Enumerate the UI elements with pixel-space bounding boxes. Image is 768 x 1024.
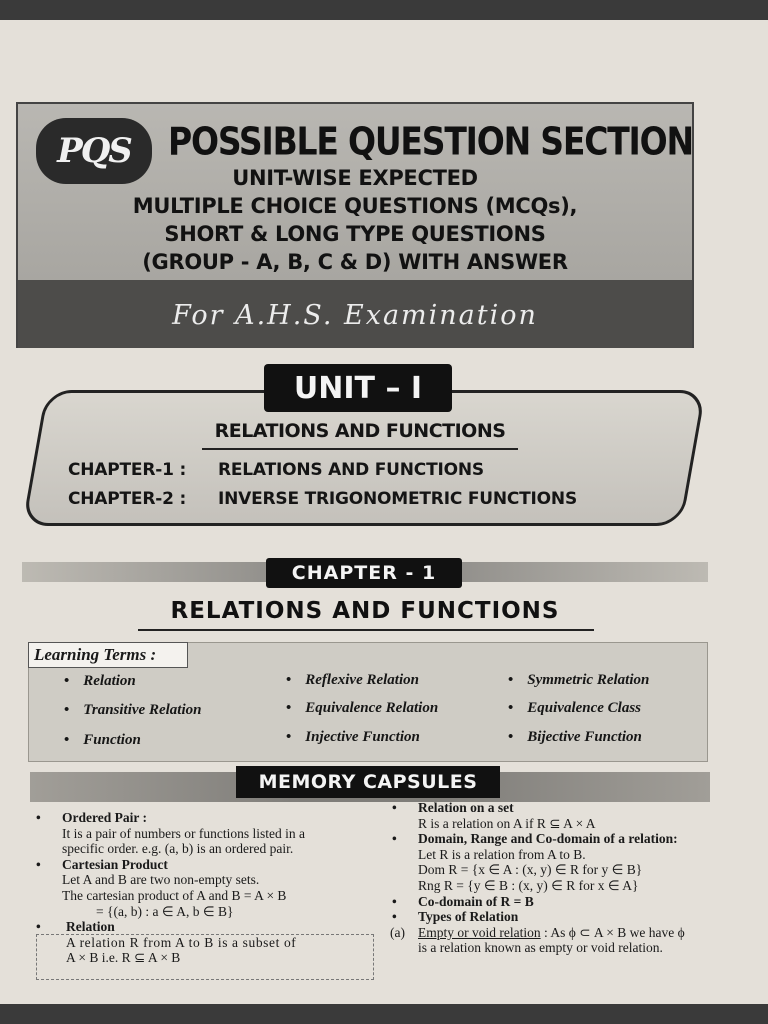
memory-left-column bbox=[36, 810, 382, 966]
chapter-tag: CHAPTER - 1 bbox=[266, 558, 462, 588]
learning-terms-label: Learning Terms : bbox=[28, 642, 188, 668]
term-symmetric-relation: • Symmetric Relation bbox=[508, 672, 649, 689]
subtitle-line-1: UNIT-WISE EXPECTED bbox=[232, 166, 478, 190]
cartesian-text-3: = {(a, b) : a ∈ A, b ∈ B} bbox=[96, 903, 234, 919]
subtitle-line-3: SHORT & LONG TYPE QUESTIONS bbox=[164, 222, 546, 246]
section-title: POSSIBLE QUESTION SECTION bbox=[168, 119, 693, 164]
term-transitive-relation: • Transitive Relation bbox=[64, 702, 201, 719]
term-bijective-function: • Bijective Function bbox=[508, 729, 642, 746]
cartesian-heading: • Cartesian Product bbox=[36, 856, 168, 872]
header-banner bbox=[16, 102, 694, 348]
unit-chapter-1 bbox=[68, 460, 668, 480]
domain-text-2: Dom R = {x ∈ A : (x, y) ∈ R for y ∈ B} bbox=[418, 862, 643, 878]
subtitle-line-4: (GROUP - A, B, C & D) WITH ANSWER bbox=[142, 250, 568, 274]
term-relation: • Relation bbox=[64, 673, 136, 690]
subtitle-line-2: MULTIPLE CHOICE QUESTIONS (MCQs), bbox=[132, 194, 578, 218]
unit-tag: UNIT – I bbox=[264, 364, 452, 412]
ordered-pair-heading: • Ordered Pair : bbox=[36, 810, 147, 825]
unit-title: RELATIONS AND FUNCTIONS bbox=[214, 420, 506, 442]
term-reflexive-relation: • Reflexive Relation bbox=[286, 672, 419, 689]
codomain-heading: • Co-domain of R = B bbox=[392, 893, 534, 909]
unit-chapter-2-label: CHAPTER-2 : bbox=[68, 489, 187, 509]
unit-title-underline bbox=[202, 448, 518, 450]
page bbox=[0, 20, 768, 1004]
unit-chapter-2 bbox=[68, 489, 668, 509]
empty-relation-line-1: (a) Empty or void relation : As ϕ ⊂ A × B we have ϕ bbox=[390, 924, 685, 940]
exam-title: For A.H.S. Examination bbox=[172, 300, 538, 331]
empty-relation-term: Empty or void relation bbox=[418, 924, 541, 940]
term-equivalence-relation: • Equivalence Relation bbox=[286, 700, 438, 717]
types-heading: • Types of Relation bbox=[392, 909, 519, 925]
ordered-pair-text-1: It is a pair of numbers or functions listed in a bbox=[62, 825, 305, 841]
ordered-pair-text-2: specific order. e.g. (a, b) is an ordered pair. bbox=[62, 841, 294, 857]
term-function: • Function bbox=[64, 732, 141, 749]
relation-on-set-heading: • Relation on a set bbox=[392, 800, 514, 815]
relation-heading: • Relation bbox=[36, 919, 115, 935]
empty-relation-line-2: is a relation known as empty or void relation. bbox=[418, 940, 663, 956]
chapter-title-underline bbox=[138, 629, 594, 631]
chapter-title: RELATIONS AND FUNCTIONS bbox=[170, 598, 560, 624]
domain-text-3: Rng R = {y ∈ B : (x, y) ∈ R for x ∈ A} bbox=[418, 877, 639, 893]
relation-text-2: A × B i.e. R ⊆ A × B bbox=[66, 950, 181, 966]
cartesian-text-2: The cartesian product of A and B = A × B bbox=[62, 887, 287, 903]
domain-heading: • Domain, Range and Co-domain of a relation: bbox=[392, 831, 678, 847]
unit-chapter-1-label: CHAPTER-1 : bbox=[68, 460, 187, 480]
term-equivalence-class: • Equivalence Class bbox=[508, 700, 641, 717]
cartesian-text-1: Let A and B are two non-empty sets. bbox=[62, 872, 260, 888]
logo-text: PQS bbox=[57, 131, 131, 171]
term-injective-function: • Injective Function bbox=[286, 729, 420, 746]
relation-on-set-text: R is a relation on A if R ⊆ A × A bbox=[418, 815, 596, 831]
unit-chapter-2-name: INVERSE TRIGONOMETRIC FUNCTIONS bbox=[218, 489, 577, 509]
memory-right-column bbox=[390, 800, 738, 956]
relation-text-1: A relation R from A to B is a subset of bbox=[66, 934, 297, 950]
domain-text-1: Let R is a relation from A to B. bbox=[418, 846, 586, 862]
unit-chapter-1-name: RELATIONS AND FUNCTIONS bbox=[218, 460, 484, 480]
memory-capsules-tag: MEMORY CAPSULES bbox=[236, 766, 500, 798]
